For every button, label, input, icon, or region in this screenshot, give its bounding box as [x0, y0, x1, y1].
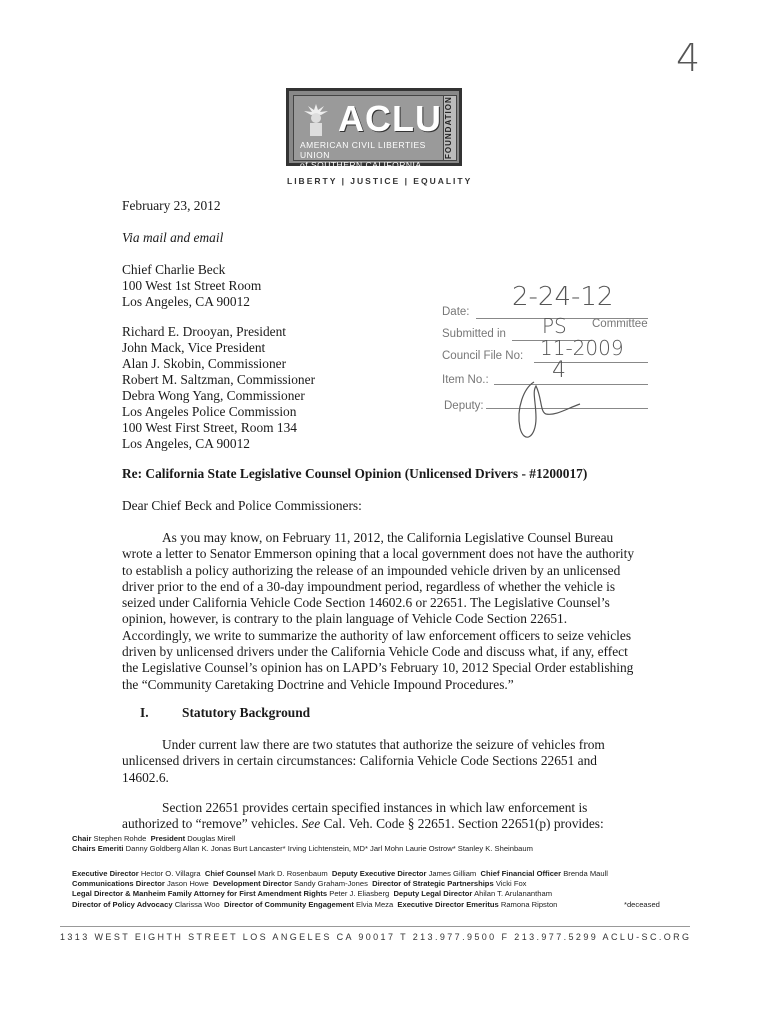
paragraph-line: As you may know, on February 11, 2012, the California Legislative Counsel Bureau	[162, 530, 614, 545]
paragraph-line: the “Community Caretaking Doctrine and Vehicle Impound Procedures.”	[122, 676, 514, 692]
stamp-council-label: Council File No:	[442, 350, 524, 362]
paragraph-section-22651	[122, 800, 662, 833]
logo-tagline: LIBERTY | JUSTICE | EQUALITY	[287, 176, 473, 186]
footer-role: Legal Director & Manheim Family Attorney for First Amendment Rights	[72, 889, 328, 899]
recipient-line: Chief Charlie Beck	[122, 262, 226, 277]
footer-name: Hector O. Villagra	[140, 869, 201, 878]
footer-line-staff2	[72, 879, 608, 889]
footer-role: Executive Director	[72, 869, 139, 878]
paragraph-line: unlicensed drivers in certain circumstances: California Vehicle Code Sections 22651 and	[122, 753, 597, 769]
footer-line-staff4	[72, 900, 608, 910]
footer-role: Chief Counsel	[204, 869, 256, 878]
footer-line-staff3	[72, 889, 608, 899]
stamp-council-value: 11-2009	[540, 336, 624, 360]
stamp-deputy-label: Deputy:	[444, 400, 484, 412]
recipient-line: Los Angeles Police Commission	[122, 404, 297, 419]
footer-role: Director of Strategic Partnerships	[372, 879, 494, 889]
paragraph-line: wrote a letter to Senator Emmerson opining that a local government does not have the authority	[122, 546, 635, 562]
footer-name: Peter J. Eliasberg	[329, 889, 390, 899]
footer-line-chair	[72, 834, 533, 844]
recipient-line: Los Angeles, CA 90012	[122, 294, 250, 309]
logo-wordmark: ACLU	[338, 98, 442, 139]
footer-name: Stephen Rohde	[93, 834, 147, 843]
footer-role: Chief Financial Officer	[480, 869, 562, 878]
recipient-line: Robert M. Saltzman, Commissioner	[122, 372, 316, 387]
footer-deceased-note: *deceased	[624, 899, 660, 909]
paragraph-text: Cal. Veh. Code § 22651. Section 22651(p) provides:	[320, 816, 604, 832]
stamp-submitted-value: PS	[542, 314, 567, 338]
aclu-logo	[286, 88, 462, 170]
footer-name: James Gilliam	[428, 869, 477, 878]
footer-name: Douglas Mirell	[187, 834, 236, 843]
footer-name: Brenda Maull	[563, 869, 608, 878]
footer-role: Director of Community Engagement	[223, 899, 354, 909]
stamp-item-label: Item No.:	[442, 374, 489, 386]
footer-rule	[60, 926, 690, 927]
recipient-line: Alan J. Skobin, Commissioner	[122, 356, 287, 371]
paragraph-line: seized under California Vehicle Code Section 14602.6 or 22651. The Legislative Counsel’s	[122, 595, 610, 611]
footer-role: Development Director	[212, 879, 292, 889]
paragraph-line: Accordingly, we write to summarize the authority of law enforcement officers to seize vehicles	[122, 627, 632, 643]
paragraph-line	[122, 816, 662, 832]
logo-subtitle	[300, 140, 444, 170]
footer-staff	[72, 869, 608, 910]
recipient-line: Richard E. Drooyan, President	[122, 324, 286, 339]
footer-name: Vicki Fox	[495, 879, 527, 889]
paragraph-line: 14602.6.	[122, 769, 169, 785]
stamp-item-value: 4	[552, 358, 566, 383]
footer-role: Communications Director	[72, 879, 165, 889]
delivery-method: Via mail and email	[122, 230, 224, 245]
footer-name: Ramona Ripston	[500, 899, 558, 909]
salutation: Dear Chief Beck and Police Commissioners:	[122, 498, 362, 513]
footer-name: Elvia Meza	[356, 899, 394, 909]
statue-of-liberty-icon	[300, 102, 332, 136]
footer-name: Mark D. Rosenbaum	[258, 869, 328, 878]
footer-role: Director of Policy Advocacy	[72, 899, 173, 909]
deputy-signature	[502, 378, 582, 444]
recipient-line: 100 West First Street, Room 134	[122, 420, 297, 435]
page-number: 4	[676, 36, 701, 80]
paragraph-text: authorized to “remove” vehicles.	[122, 816, 302, 832]
footer-line-emeriti	[72, 844, 533, 854]
stamp-date-value: 2-24-12	[512, 282, 614, 312]
footer-name: Sandy Graham-Jones	[294, 879, 368, 889]
paragraph-line: to establish a policy authorizing the release of an impounded vehicle driven by an unlicensed	[122, 562, 621, 578]
stamp-submitted-label: Submitted in	[442, 328, 506, 340]
footer-name: Jason Howe	[166, 879, 209, 889]
footer-role: Executive Director Emeritus	[397, 899, 499, 909]
paragraph-statutes	[122, 737, 662, 786]
logo-subtitle-line1: AMERICAN CIVIL LIBERTIES UNION	[300, 140, 426, 160]
section-title: Statutory Background	[182, 705, 311, 720]
footer-name: Danny Goldberg Allan K. Jonas Burt Lancaster* Irving Lichtenstein, MD* Jarl Mohn Laurie Ostrow* Stanley K. Sheinbaum	[125, 844, 533, 854]
footer-name: Ahilan T. Arulanantham	[474, 889, 553, 899]
paragraph-line: the Legislative Counsel’s opinion has on LAPD’s February 10, 2012 Special Order establishing	[122, 660, 634, 676]
subject-line: Re: California State Legislative Counsel Opinion (Unlicensed Drivers - #1200017)	[122, 466, 588, 481]
paragraph-line: driver prior to the end of a 30-day impoundment period, regardless of whether the vehicle is	[122, 578, 616, 594]
recipient-block-commission	[122, 324, 315, 452]
stamp-date-label: Date:	[442, 306, 470, 318]
paragraph-citation-signal: See	[301, 816, 321, 832]
letter-date: February 23, 2012	[122, 198, 221, 213]
logo-foundation-panel	[443, 95, 457, 161]
logo-foundation-text: FOUNDATION	[444, 96, 453, 160]
paragraph-intro	[122, 530, 662, 693]
recipient-block-chief	[122, 262, 261, 310]
recipient-line: John Mack, Vice President	[122, 340, 266, 355]
footer-role: Deputy Legal Director	[393, 889, 473, 899]
recipient-line: Debra Wong Yang, Commissioner	[122, 388, 305, 403]
section-number: I.	[140, 705, 149, 720]
paragraph-line: driven by unlicensed drivers under the California Vehicle Code and discuss what, if any, effect	[122, 644, 628, 660]
paragraph-line: opinion, however, is contrary to the plain language of Vehicle Code Section 22651.	[122, 611, 568, 627]
footer-role: Chairs Emeriti	[72, 844, 124, 854]
clerk-stamp	[442, 282, 652, 440]
footer-address: 1313 WEST EIGHTH STREET LOS ANGELES CA 90017 T 213.977.9500 F 213.977.5299 ACLU-SC.ORG	[60, 932, 692, 942]
footer-role: Deputy Executive Director	[331, 869, 427, 878]
recipient-line: Los Angeles, CA 90012	[122, 436, 250, 451]
paragraph-line: Under current law there are two statutes that authorize the seizure of vehicles from	[162, 737, 605, 752]
stamp-committee-label: Committee	[592, 318, 648, 330]
paragraph-line: Section 22651 provides certain specified instances in which law enforcement is	[162, 800, 588, 815]
logo-subtitle-line2: of SOUTHERN CALIFORNIA	[300, 160, 422, 170]
footer-role: Chair	[72, 834, 92, 843]
footer-line-staff1	[72, 869, 608, 879]
footer-board	[72, 834, 533, 854]
recipient-line: 100 West 1st Street Room	[122, 278, 262, 293]
footer-role: President	[150, 834, 186, 843]
footer-name: Clarissa Woo	[174, 899, 220, 909]
